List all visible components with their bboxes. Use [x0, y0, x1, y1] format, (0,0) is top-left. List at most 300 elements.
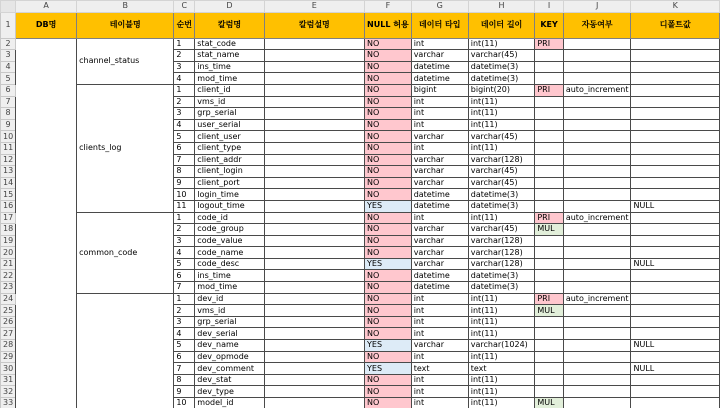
- select-all-corner[interactable]: [1, 1, 16, 13]
- nullable-cell[interactable]: NO: [365, 108, 412, 120]
- column-desc-cell[interactable]: [264, 166, 364, 178]
- seq-cell[interactable]: 4: [174, 119, 195, 131]
- nullable-cell[interactable]: NO: [365, 38, 412, 50]
- default-cell[interactable]: NULL: [631, 258, 720, 270]
- header-cell[interactable]: 디폴트값: [631, 12, 720, 38]
- table-name-cell[interactable]: [77, 293, 174, 408]
- data-type-cell[interactable]: varchar: [411, 50, 468, 62]
- header-cell[interactable]: 칼럼명: [195, 12, 264, 38]
- header-cell[interactable]: 칼럼설명: [264, 12, 364, 38]
- data-length-cell[interactable]: int(11): [468, 108, 535, 120]
- data-type-cell[interactable]: varchar: [411, 247, 468, 259]
- auto-cell[interactable]: [563, 258, 631, 270]
- column-desc-cell[interactable]: [264, 363, 364, 375]
- header-cell[interactable]: KEY: [535, 12, 563, 38]
- key-cell[interactable]: [535, 50, 563, 62]
- default-cell[interactable]: [631, 73, 720, 85]
- nullable-cell[interactable]: NO: [365, 374, 412, 386]
- column-name-cell[interactable]: vms_id: [195, 305, 264, 317]
- auto-cell[interactable]: [563, 363, 631, 375]
- auto-cell[interactable]: [563, 386, 631, 398]
- key-cell[interactable]: MUL: [535, 224, 563, 236]
- column-desc-cell[interactable]: [264, 189, 364, 201]
- data-length-cell[interactable]: int(11): [468, 38, 535, 50]
- seq-cell[interactable]: 4: [174, 328, 195, 340]
- auto-cell[interactable]: [563, 73, 631, 85]
- table-name-cell[interactable]: common_code: [77, 212, 174, 293]
- seq-cell[interactable]: 1: [174, 84, 195, 96]
- column-name-cell[interactable]: client_user: [195, 131, 264, 143]
- data-type-cell[interactable]: datetime: [411, 200, 468, 212]
- auto-cell[interactable]: [563, 166, 631, 178]
- seq-cell[interactable]: 6: [174, 142, 195, 154]
- seq-cell[interactable]: 6: [174, 270, 195, 282]
- column-name-cell[interactable]: client_type: [195, 142, 264, 154]
- header-cell[interactable]: 자동여부: [563, 12, 631, 38]
- column-name-cell[interactable]: login_time: [195, 189, 264, 201]
- data-length-cell[interactable]: varchar(128): [468, 258, 535, 270]
- row-number[interactable]: 5: [1, 73, 16, 85]
- key-cell[interactable]: [535, 142, 563, 154]
- data-length-cell[interactable]: bigint(20): [468, 84, 535, 96]
- data-length-cell[interactable]: varchar(128): [468, 247, 535, 259]
- data-type-cell[interactable]: varchar: [411, 235, 468, 247]
- data-type-cell[interactable]: int: [411, 142, 468, 154]
- row-number[interactable]: 11: [1, 142, 16, 154]
- auto-cell[interactable]: [563, 108, 631, 120]
- default-cell[interactable]: [631, 96, 720, 108]
- default-cell[interactable]: NULL: [631, 340, 720, 352]
- data-length-cell[interactable]: int(11): [468, 212, 535, 224]
- seq-cell[interactable]: 7: [174, 282, 195, 294]
- auto-cell[interactable]: [563, 50, 631, 62]
- key-cell[interactable]: [535, 247, 563, 259]
- header-cell[interactable]: NULL 허용: [365, 12, 412, 38]
- column-name-cell[interactable]: dev_type: [195, 386, 264, 398]
- row-number[interactable]: 18: [1, 224, 16, 236]
- header-cell[interactable]: 데이터 길이: [468, 12, 535, 38]
- row-number[interactable]: 7: [1, 96, 16, 108]
- nullable-cell[interactable]: NO: [365, 235, 412, 247]
- seq-cell[interactable]: 7: [174, 154, 195, 166]
- column-name-cell[interactable]: code_name: [195, 247, 264, 259]
- key-cell[interactable]: [535, 340, 563, 352]
- column-name-cell[interactable]: client_id: [195, 84, 264, 96]
- auto-cell[interactable]: [563, 340, 631, 352]
- nullable-cell[interactable]: NO: [365, 177, 412, 189]
- key-cell[interactable]: [535, 154, 563, 166]
- column-name-cell[interactable]: client_port: [195, 177, 264, 189]
- column-desc-cell[interactable]: [264, 374, 364, 386]
- data-type-cell[interactable]: int: [411, 212, 468, 224]
- seq-cell[interactable]: 8: [174, 374, 195, 386]
- default-cell[interactable]: NULL: [631, 363, 720, 375]
- key-cell[interactable]: [535, 73, 563, 85]
- default-cell[interactable]: [631, 305, 720, 317]
- data-length-cell[interactable]: int(11): [468, 316, 535, 328]
- column-header-c[interactable]: C: [174, 1, 195, 13]
- data-type-cell[interactable]: varchar: [411, 258, 468, 270]
- column-desc-cell[interactable]: [264, 282, 364, 294]
- data-length-cell[interactable]: int(11): [468, 305, 535, 317]
- seq-cell[interactable]: 5: [174, 340, 195, 352]
- column-name-cell[interactable]: dev_name: [195, 340, 264, 352]
- column-desc-cell[interactable]: [264, 398, 364, 408]
- column-desc-cell[interactable]: [264, 224, 364, 236]
- default-cell[interactable]: NULL: [631, 200, 720, 212]
- default-cell[interactable]: [631, 293, 720, 305]
- data-type-cell[interactable]: int: [411, 108, 468, 120]
- nullable-cell[interactable]: NO: [365, 142, 412, 154]
- seq-cell[interactable]: 1: [174, 212, 195, 224]
- column-name-cell[interactable]: code_value: [195, 235, 264, 247]
- data-length-cell[interactable]: datetime(3): [468, 270, 535, 282]
- data-length-cell[interactable]: varchar(45): [468, 177, 535, 189]
- key-cell[interactable]: [535, 316, 563, 328]
- row-number[interactable]: 2: [1, 38, 16, 50]
- column-header-f[interactable]: F: [365, 1, 412, 13]
- data-type-cell[interactable]: bigint: [411, 84, 468, 96]
- row-number[interactable]: 15: [1, 189, 16, 201]
- default-cell[interactable]: [631, 235, 720, 247]
- data-type-cell[interactable]: int: [411, 305, 468, 317]
- nullable-cell[interactable]: NO: [365, 50, 412, 62]
- auto-cell[interactable]: [563, 154, 631, 166]
- nullable-cell[interactable]: NO: [365, 166, 412, 178]
- nullable-cell[interactable]: YES: [365, 258, 412, 270]
- key-cell[interactable]: [535, 189, 563, 201]
- data-length-cell[interactable]: varchar(45): [468, 224, 535, 236]
- auto-cell[interactable]: [563, 38, 631, 50]
- data-type-cell[interactable]: int: [411, 374, 468, 386]
- auto-cell[interactable]: [563, 200, 631, 212]
- db-name-cell[interactable]: [16, 84, 77, 212]
- row-number[interactable]: 29: [1, 351, 16, 363]
- table-name-cell[interactable]: clients_log: [77, 84, 174, 212]
- column-name-cell[interactable]: dev_opmode: [195, 351, 264, 363]
- key-cell[interactable]: PRI: [535, 293, 563, 305]
- data-type-cell[interactable]: varchar: [411, 154, 468, 166]
- row-number[interactable]: 17: [1, 212, 16, 224]
- nullable-cell[interactable]: NO: [365, 96, 412, 108]
- column-desc-cell[interactable]: [264, 258, 364, 270]
- seq-cell[interactable]: 4: [174, 247, 195, 259]
- row-number[interactable]: 23: [1, 282, 16, 294]
- db-name-cell[interactable]: [16, 293, 77, 408]
- seq-cell[interactable]: 2: [174, 224, 195, 236]
- seq-cell[interactable]: 1: [174, 293, 195, 305]
- data-length-cell[interactable]: int(11): [468, 293, 535, 305]
- nullable-cell[interactable]: NO: [365, 154, 412, 166]
- seq-cell[interactable]: 3: [174, 235, 195, 247]
- column-desc-cell[interactable]: [264, 50, 364, 62]
- row-number[interactable]: 6: [1, 84, 16, 96]
- auto-cell[interactable]: [563, 305, 631, 317]
- nullable-cell[interactable]: NO: [365, 351, 412, 363]
- column-desc-cell[interactable]: [264, 212, 364, 224]
- column-header-g[interactable]: G: [411, 1, 468, 13]
- header-cell[interactable]: 데이터 타입: [411, 12, 468, 38]
- column-name-cell[interactable]: dev_comment: [195, 363, 264, 375]
- row-number[interactable]: 10: [1, 131, 16, 143]
- data-type-cell[interactable]: int: [411, 351, 468, 363]
- default-cell[interactable]: [631, 189, 720, 201]
- seq-cell[interactable]: 4: [174, 73, 195, 85]
- seq-cell[interactable]: 6: [174, 351, 195, 363]
- seq-cell[interactable]: 9: [174, 177, 195, 189]
- seq-cell[interactable]: 5: [174, 258, 195, 270]
- data-type-cell[interactable]: datetime: [411, 270, 468, 282]
- column-desc-cell[interactable]: [264, 328, 364, 340]
- key-cell[interactable]: MUL: [535, 398, 563, 408]
- column-desc-cell[interactable]: [264, 340, 364, 352]
- nullable-cell[interactable]: YES: [365, 200, 412, 212]
- data-type-cell[interactable]: datetime: [411, 61, 468, 73]
- data-type-cell[interactable]: datetime: [411, 189, 468, 201]
- default-cell[interactable]: [631, 50, 720, 62]
- table-name-cell[interactable]: channel_status: [77, 38, 174, 84]
- row-number[interactable]: 24: [1, 293, 16, 305]
- default-cell[interactable]: [631, 212, 720, 224]
- key-cell[interactable]: PRI: [535, 84, 563, 96]
- data-length-cell[interactable]: datetime(3): [468, 61, 535, 73]
- auto-cell[interactable]: auto_increment: [563, 84, 631, 96]
- data-length-cell[interactable]: int(11): [468, 96, 535, 108]
- column-header-h[interactable]: H: [468, 1, 535, 13]
- nullable-cell[interactable]: NO: [365, 247, 412, 259]
- column-name-cell[interactable]: vms_id: [195, 96, 264, 108]
- default-cell[interactable]: [631, 316, 720, 328]
- data-type-cell[interactable]: varchar: [411, 224, 468, 236]
- default-cell[interactable]: [631, 166, 720, 178]
- column-desc-cell[interactable]: [264, 305, 364, 317]
- key-cell[interactable]: [535, 282, 563, 294]
- data-length-cell[interactable]: int(11): [468, 374, 535, 386]
- seq-cell[interactable]: 3: [174, 61, 195, 73]
- column-header-a[interactable]: A: [16, 1, 77, 13]
- auto-cell[interactable]: [563, 189, 631, 201]
- default-cell[interactable]: [631, 84, 720, 96]
- row-number[interactable]: 26: [1, 316, 16, 328]
- row-number[interactable]: 13: [1, 166, 16, 178]
- auto-cell[interactable]: [563, 177, 631, 189]
- auto-cell[interactable]: [563, 131, 631, 143]
- key-cell[interactable]: [535, 270, 563, 282]
- column-name-cell[interactable]: grp_serial: [195, 108, 264, 120]
- column-desc-cell[interactable]: [264, 84, 364, 96]
- key-cell[interactable]: [535, 131, 563, 143]
- auto-cell[interactable]: [563, 270, 631, 282]
- row-number[interactable]: 8: [1, 108, 16, 120]
- data-length-cell[interactable]: text: [468, 363, 535, 375]
- column-name-cell[interactable]: grp_serial: [195, 316, 264, 328]
- column-name-cell[interactable]: code_id: [195, 212, 264, 224]
- data-type-cell[interactable]: int: [411, 316, 468, 328]
- nullable-cell[interactable]: NO: [365, 61, 412, 73]
- key-cell[interactable]: [535, 108, 563, 120]
- auto-cell[interactable]: [563, 351, 631, 363]
- row-number[interactable]: 27: [1, 328, 16, 340]
- data-type-cell[interactable]: int: [411, 386, 468, 398]
- default-cell[interactable]: [631, 386, 720, 398]
- data-length-cell[interactable]: int(11): [468, 351, 535, 363]
- default-cell[interactable]: [631, 154, 720, 166]
- seq-cell[interactable]: 5: [174, 131, 195, 143]
- default-cell[interactable]: [631, 224, 720, 236]
- key-cell[interactable]: [535, 386, 563, 398]
- column-name-cell[interactable]: dev_id: [195, 293, 264, 305]
- column-desc-cell[interactable]: [264, 247, 364, 259]
- nullable-cell[interactable]: NO: [365, 212, 412, 224]
- seq-cell[interactable]: 10: [174, 398, 195, 408]
- header-cell[interactable]: 테이블명: [77, 12, 174, 38]
- default-cell[interactable]: [631, 119, 720, 131]
- data-length-cell[interactable]: int(11): [468, 398, 535, 408]
- column-name-cell[interactable]: code_desc: [195, 258, 264, 270]
- default-cell[interactable]: [631, 38, 720, 50]
- column-desc-cell[interactable]: [264, 38, 364, 50]
- default-cell[interactable]: [631, 177, 720, 189]
- nullable-cell[interactable]: NO: [365, 316, 412, 328]
- header-cell[interactable]: 순번: [174, 12, 195, 38]
- data-length-cell[interactable]: datetime(3): [468, 73, 535, 85]
- data-type-cell[interactable]: int: [411, 328, 468, 340]
- data-type-cell[interactable]: datetime: [411, 282, 468, 294]
- data-length-cell[interactable]: datetime(3): [468, 282, 535, 294]
- row-number[interactable]: 28: [1, 340, 16, 352]
- column-desc-cell[interactable]: [264, 200, 364, 212]
- auto-cell[interactable]: [563, 224, 631, 236]
- seq-cell[interactable]: 2: [174, 96, 195, 108]
- nullable-cell[interactable]: NO: [365, 131, 412, 143]
- auto-cell[interactable]: [563, 61, 631, 73]
- auto-cell[interactable]: [563, 142, 631, 154]
- seq-cell[interactable]: 3: [174, 316, 195, 328]
- data-type-cell[interactable]: int: [411, 398, 468, 408]
- row-number[interactable]: 19: [1, 235, 16, 247]
- nullable-cell[interactable]: NO: [365, 398, 412, 408]
- key-cell[interactable]: PRI: [535, 38, 563, 50]
- column-desc-cell[interactable]: [264, 73, 364, 85]
- auto-cell[interactable]: [563, 96, 631, 108]
- row-number[interactable]: 9: [1, 119, 16, 131]
- row-number[interactable]: 32: [1, 386, 16, 398]
- column-name-cell[interactable]: mod_time: [195, 282, 264, 294]
- data-length-cell[interactable]: varchar(45): [468, 131, 535, 143]
- data-type-cell[interactable]: varchar: [411, 177, 468, 189]
- header-cell[interactable]: DB명: [16, 12, 77, 38]
- key-cell[interactable]: [535, 200, 563, 212]
- column-name-cell[interactable]: client_addr: [195, 154, 264, 166]
- column-name-cell[interactable]: ins_time: [195, 61, 264, 73]
- column-header-i[interactable]: I: [535, 1, 563, 13]
- data-type-cell[interactable]: varchar: [411, 166, 468, 178]
- nullable-cell[interactable]: NO: [365, 282, 412, 294]
- column-name-cell[interactable]: dev_stat: [195, 374, 264, 386]
- seq-cell[interactable]: 7: [174, 363, 195, 375]
- row-number[interactable]: 31: [1, 374, 16, 386]
- column-desc-cell[interactable]: [264, 177, 364, 189]
- default-cell[interactable]: [631, 374, 720, 386]
- row-number[interactable]: 21: [1, 258, 16, 270]
- row-number[interactable]: 22: [1, 270, 16, 282]
- row-number[interactable]: 16: [1, 200, 16, 212]
- column-header-k[interactable]: K: [631, 1, 720, 13]
- data-type-cell[interactable]: int: [411, 293, 468, 305]
- column-desc-cell[interactable]: [264, 270, 364, 282]
- row-number[interactable]: 4: [1, 61, 16, 73]
- column-header-j[interactable]: J: [563, 1, 631, 13]
- column-name-cell[interactable]: user_serial: [195, 119, 264, 131]
- key-cell[interactable]: MUL: [535, 305, 563, 317]
- key-cell[interactable]: [535, 363, 563, 375]
- data-length-cell[interactable]: varchar(128): [468, 154, 535, 166]
- auto-cell[interactable]: [563, 119, 631, 131]
- column-desc-cell[interactable]: [264, 235, 364, 247]
- column-header-e[interactable]: E: [264, 1, 364, 13]
- data-type-cell[interactable]: varchar: [411, 131, 468, 143]
- nullable-cell[interactable]: NO: [365, 84, 412, 96]
- column-name-cell[interactable]: model_id: [195, 398, 264, 408]
- auto-cell[interactable]: [563, 398, 631, 408]
- column-desc-cell[interactable]: [264, 293, 364, 305]
- data-length-cell[interactable]: int(11): [468, 328, 535, 340]
- column-desc-cell[interactable]: [264, 131, 364, 143]
- nullable-cell[interactable]: NO: [365, 189, 412, 201]
- key-cell[interactable]: [535, 177, 563, 189]
- default-cell[interactable]: [631, 142, 720, 154]
- column-desc-cell[interactable]: [264, 96, 364, 108]
- default-cell[interactable]: [631, 270, 720, 282]
- data-length-cell[interactable]: datetime(3): [468, 200, 535, 212]
- nullable-cell[interactable]: NO: [365, 119, 412, 131]
- data-length-cell[interactable]: varchar(45): [468, 166, 535, 178]
- key-cell[interactable]: [535, 166, 563, 178]
- key-cell[interactable]: [535, 374, 563, 386]
- seq-cell[interactable]: 8: [174, 166, 195, 178]
- column-header-d[interactable]: D: [195, 1, 264, 13]
- data-type-cell[interactable]: int: [411, 119, 468, 131]
- column-desc-cell[interactable]: [264, 316, 364, 328]
- row-number[interactable]: 33: [1, 398, 16, 408]
- db-name-cell[interactable]: [16, 38, 77, 84]
- nullable-cell[interactable]: YES: [365, 340, 412, 352]
- data-length-cell[interactable]: varchar(1024): [468, 340, 535, 352]
- data-length-cell[interactable]: int(11): [468, 119, 535, 131]
- seq-cell[interactable]: 9: [174, 386, 195, 398]
- default-cell[interactable]: [631, 108, 720, 120]
- column-desc-cell[interactable]: [264, 386, 364, 398]
- auto-cell[interactable]: [563, 374, 631, 386]
- column-desc-cell[interactable]: [264, 154, 364, 166]
- column-desc-cell[interactable]: [264, 119, 364, 131]
- nullable-cell[interactable]: NO: [365, 293, 412, 305]
- key-cell[interactable]: [535, 61, 563, 73]
- key-cell[interactable]: PRI: [535, 212, 563, 224]
- row-number[interactable]: 25: [1, 305, 16, 317]
- column-name-cell[interactable]: logout_time: [195, 200, 264, 212]
- column-desc-cell[interactable]: [264, 61, 364, 73]
- seq-cell[interactable]: 10: [174, 189, 195, 201]
- seq-cell[interactable]: 1: [174, 38, 195, 50]
- key-cell[interactable]: [535, 119, 563, 131]
- nullable-cell[interactable]: NO: [365, 73, 412, 85]
- column-name-cell[interactable]: code_group: [195, 224, 264, 236]
- default-cell[interactable]: [631, 351, 720, 363]
- seq-cell[interactable]: 3: [174, 108, 195, 120]
- auto-cell[interactable]: [563, 247, 631, 259]
- default-cell[interactable]: [631, 61, 720, 73]
